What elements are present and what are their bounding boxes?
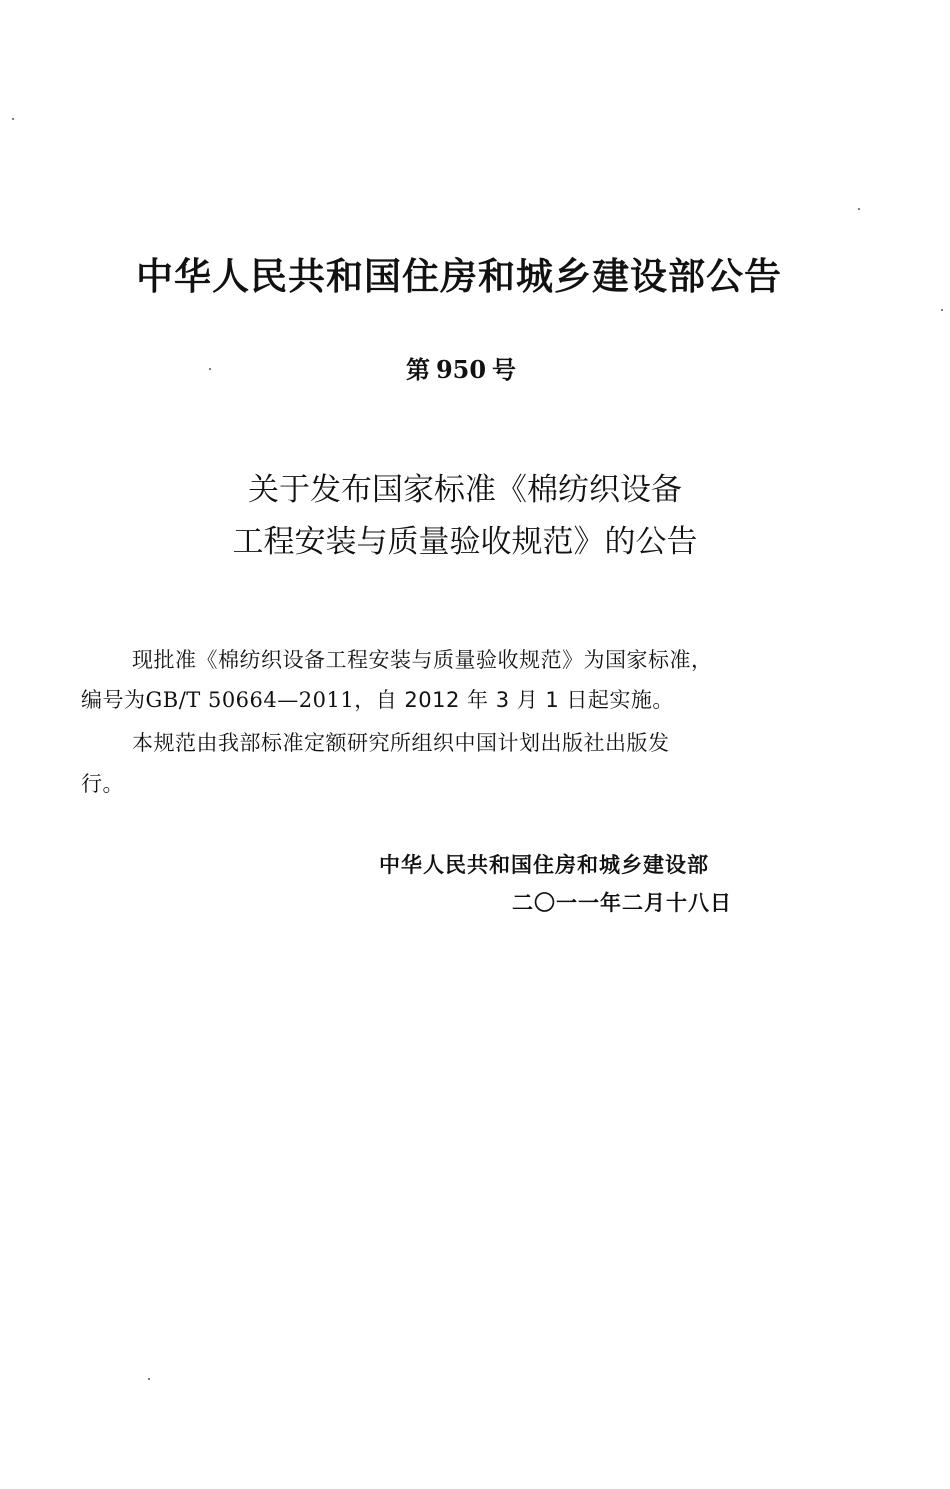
body-paragraph-2-line-2: 行。 <box>81 772 124 796</box>
notice-number-suffix: 号 <box>492 356 517 384</box>
scan-speck <box>209 368 211 370</box>
body-paragraph-2-line-1: 本规范由我部标准定额研究所组织中国计划出版社出版发 <box>132 731 670 755</box>
notice-subject-line-1: 关于发布国家标准《棉纺织设备 <box>248 472 682 508</box>
body-paragraph-1-line-1: 现批准《棉纺织设备工程安装与质量验收规范》为国家标准， <box>132 648 713 672</box>
standard-code: GB/T 50664—2011， <box>145 688 376 712</box>
issuer-signature: 中华人民共和国住房和城乡建设部 <box>379 853 709 877</box>
scan-speck <box>148 1378 150 1380</box>
scan-speck <box>941 309 943 311</box>
standard-number-prefix: 编号为 <box>81 688 146 712</box>
body-paragraph-1-line-2 <box>81 684 674 714</box>
notice-subject-line-2: 工程安装与质量验收规范》的公告 <box>232 524 698 560</box>
effective-date-text: 自 2012 年 3 月 1 日起实施。 <box>375 688 674 712</box>
notice-title: 中华人民共和国住房和城乡建设部公告 <box>136 255 782 298</box>
scan-speck <box>12 118 14 120</box>
notice-number-prefix: 第 <box>405 356 430 384</box>
notice-number-value: 950 <box>435 355 487 384</box>
scan-speck <box>858 208 860 210</box>
issue-date: 二〇一一年二月十八日 <box>512 891 732 915</box>
notice-number <box>0 350 936 385</box>
